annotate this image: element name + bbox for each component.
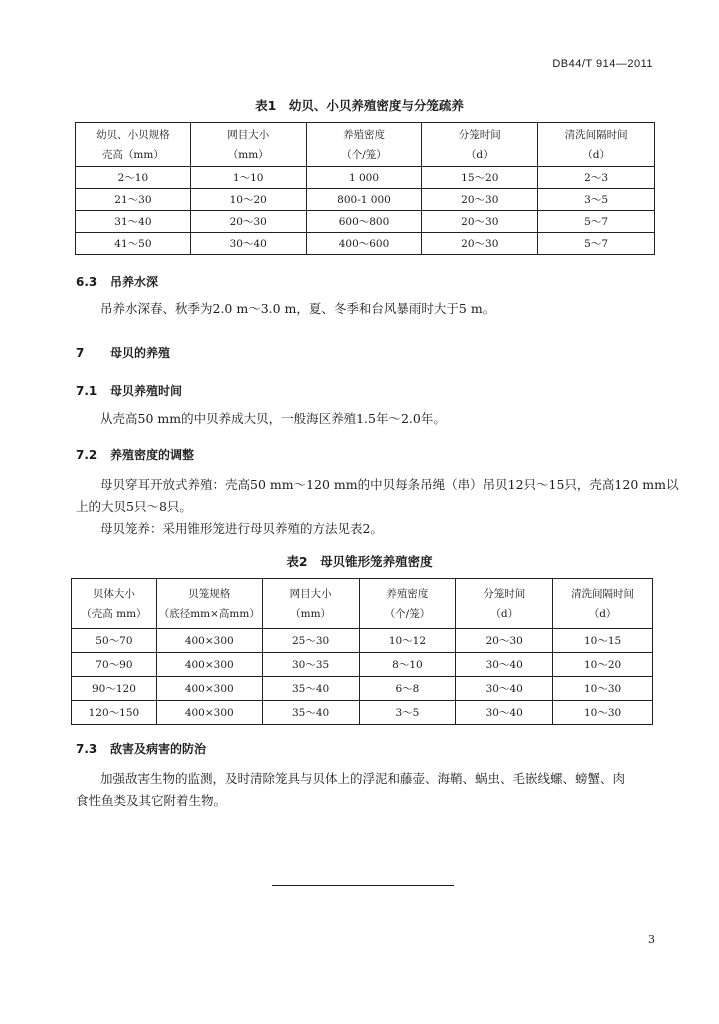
table-cell: 30～40: [456, 653, 553, 677]
table-row: [76, 167, 655, 189]
table-cell: 400×300: [156, 629, 262, 653]
table-cell: 41～50: [76, 233, 191, 255]
table-cell: 21～30: [76, 189, 191, 211]
table-cell: 35～40: [262, 677, 359, 701]
table-cell: 5～7: [538, 233, 655, 255]
table-cell: 31～40: [76, 211, 191, 233]
table-cell: 15～20: [422, 167, 538, 189]
section-7-3-heading: 7.3 敌害及病害的防治: [76, 742, 207, 756]
table-row: [72, 677, 653, 701]
table-cell: 2～3: [538, 167, 655, 189]
table1-header-cell: 网目大小 （mm）: [190, 123, 306, 167]
table1: [75, 122, 655, 255]
table-cell: 30～35: [262, 653, 359, 677]
table1-caption: 表1 幼贝、小贝养殖密度与分笼疏养: [255, 98, 464, 113]
table-cell: 6～8: [359, 677, 456, 701]
section-7-3-text-line1: 加强敌害生物的监测，及时清除笼具与贝体上的浮泥和藤壶、海鞘、蜗虫、毛嵌线螺、螃蟹、肉: [100, 771, 626, 786]
table-cell: 50～70: [72, 629, 157, 653]
table-cell: 20～30: [422, 189, 538, 211]
table-row: [72, 701, 653, 725]
table2-header-row: [72, 579, 653, 629]
table-row: [76, 189, 655, 211]
section-7-1-text: 从壳高50 mm的中贝养成大贝，一般海区养殖1.5年～2.0年。: [100, 411, 446, 426]
section-6-3-text: 吊养水深春、秋季为2.0 m～3.0 m，夏、冬季和台风暴雨时大于5 m。: [100, 301, 496, 316]
table-row: [76, 211, 655, 233]
table-cell: 70～90: [72, 653, 157, 677]
table-cell: 35～40: [262, 701, 359, 725]
section-7-2-text-line1: 母贝穿耳开放式养殖：壳高50 mm～120 mm的中贝每条吊绳（串）吊贝12只～15只，壳高120 mm以: [100, 477, 679, 492]
table-cell: 10～30: [553, 701, 653, 725]
table-cell: 20～30: [456, 629, 553, 653]
table-cell: 400×300: [156, 701, 262, 725]
table-cell: 30～40: [456, 701, 553, 725]
section-7-2-text-line2: 上的大贝5只～8只。: [76, 499, 192, 514]
table-cell: 8～10: [359, 653, 456, 677]
table-cell: 120～150: [72, 701, 157, 725]
table1-header-cell: 清洗间隔时间 （d）: [538, 123, 655, 167]
table2-header-cell: 贝体大小 （壳高 mm）: [72, 579, 157, 629]
table1-header-cell: 分笼时间 （d）: [422, 123, 538, 167]
table-cell: 20～30: [190, 211, 306, 233]
table-cell: 1～10: [190, 167, 306, 189]
table-cell: 5～7: [538, 211, 655, 233]
table-cell: 800-1 000: [306, 189, 422, 211]
table1-header-cell: 养殖密度 （个/笼）: [306, 123, 422, 167]
table2-header-cell: 分笼时间 （d）: [456, 579, 553, 629]
table1-header-row: [76, 123, 655, 167]
table-cell: 3～5: [359, 701, 456, 725]
table-cell: 10～20: [553, 653, 653, 677]
table2: [71, 578, 653, 725]
table2-header-cell: 贝笼规格 （底径mm×高mm）: [156, 579, 262, 629]
table-cell: 3～5: [538, 189, 655, 211]
section-7-1-heading: 7.1 母贝养殖时间: [76, 384, 183, 398]
section-6-3-heading: 6.3 吊养水深: [76, 275, 159, 289]
section-7-3-text-line2: 食性鱼类及其它附着生物。: [76, 793, 227, 808]
table-row: [72, 629, 653, 653]
table2-caption: 表2 母贝锥形笼养殖密度: [286, 554, 433, 569]
table-cell: 90～120: [72, 677, 157, 701]
table-cell: 10～12: [359, 629, 456, 653]
end-rule: [272, 885, 454, 886]
section-7-heading: 7 母贝的养殖: [76, 346, 171, 360]
table-cell: 25～30: [262, 629, 359, 653]
table-cell: 600～800: [306, 211, 422, 233]
table2-header-cell: 清洗间隔时间 （d）: [553, 579, 653, 629]
standard-number: DB44/T 914—2011: [552, 58, 653, 70]
table-cell: 2～10: [76, 167, 191, 189]
section-7-2-text2: 母贝笼养：采用锥形笼进行母贝养殖的方法见表2。: [100, 521, 383, 536]
table2-header-cell: 网目大小 （mm）: [262, 579, 359, 629]
table-row: [72, 653, 653, 677]
table-cell: 400×300: [156, 677, 262, 701]
table-row: [76, 233, 655, 255]
page-number: 3: [648, 933, 655, 946]
table-cell: 1 000: [306, 167, 422, 189]
table-cell: 400×300: [156, 653, 262, 677]
table-cell: 400～600: [306, 233, 422, 255]
table-cell: 10～20: [190, 189, 306, 211]
table-cell: 20～30: [422, 233, 538, 255]
table-cell: 10～15: [553, 629, 653, 653]
table-cell: 10～30: [553, 677, 653, 701]
table-cell: 30～40: [456, 677, 553, 701]
table1-header-cell: 幼贝、小贝规格 壳高（mm）: [76, 123, 191, 167]
table-cell: 20～30: [422, 211, 538, 233]
section-7-2-heading: 7.2 养殖密度的调整: [76, 448, 195, 462]
table2-header-cell: 养殖密度 （个/笼）: [359, 579, 456, 629]
table-cell: 30～40: [190, 233, 306, 255]
